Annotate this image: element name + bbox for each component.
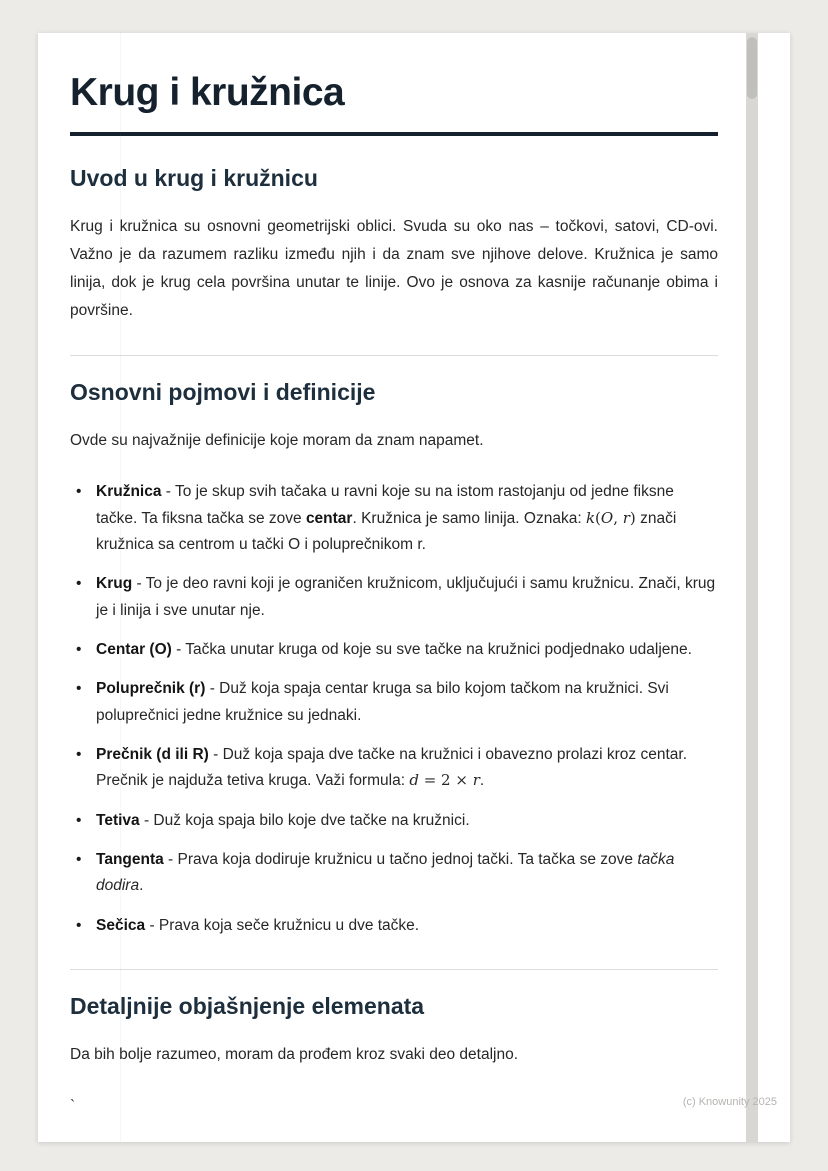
section-heading-uvod: Uvod u krug i kružnicu: [70, 164, 318, 191]
section-detaljnije: [70, 992, 718, 1121]
paragraph-uvod: Krug i kružnica su osnovni geometrijski oblici. Svuda su oko nas – točkovi, satovi, CD-ovi. Važno je da razumem razliku između njih i da znam sve njihove delove. Kružnica je samo linija, dok je krug cela površina unutar te linije. Ovo je osnova za kasnije računanje obima i površine.: [70, 217, 718, 320]
definition-item: [70, 808, 718, 834]
document-page: [38, 33, 790, 1142]
section-heading-pojmovi: Osnovni pojmovi i definicije: [70, 379, 376, 406]
definition-segment: - Tačka unutar kruga od koje su sve tačke na kružnici podjednako udaljene.: [171, 641, 692, 659]
section-heading-detaljnije: Detaljnije objašnjenje elemenata: [70, 993, 425, 1020]
definition-item: [70, 742, 718, 795]
paragraph-pojmovi-intro: Ovde su najvažnije definicije koje moram da znam napamet.: [70, 432, 484, 450]
definition-segment: Sečica: [96, 916, 146, 934]
definition-segment: Prečnik (d ili R): [96, 746, 209, 764]
definition-segment: znači kružnica sa centrom u tački O i poluprečnikom r.: [96, 509, 677, 554]
definition-segment: - Prava koja seče kružnicu u dve tačke.: [145, 916, 420, 934]
definition-segment: - To je skup svih tačaka u ravni koje su na istom rastojanju od jedne fiksne tačke. Ta fiksna tačka se zove: [96, 483, 674, 527]
definition-item: [70, 637, 718, 663]
definition-segment: - Duž koja spaja centar kruga sa bilo kojom tačkom na kružnici. Svi poluprečnici jedne kružnice su jednaki.: [96, 680, 669, 724]
definition-item: [70, 913, 718, 939]
definition-item: [70, 676, 718, 729]
definition-segment: ): [629, 508, 636, 527]
definition-segment: Tangenta: [96, 851, 164, 869]
section-divider-1: [70, 355, 718, 356]
definition-segment: ,: [613, 508, 623, 527]
scrollbar-track[interactable]: [746, 33, 758, 1142]
title-rule: [70, 132, 718, 136]
definition-item: [70, 847, 718, 900]
section-divider-2: [70, 969, 718, 970]
definition-segment: = 2 ×: [418, 771, 473, 790]
definition-item: [70, 479, 718, 558]
definition-segment: - To je deo ravni koji je ograničen kružnicom, uključujući i samu kružnicu. Znači, krug je i linija i sve unutar nje.: [96, 575, 716, 619]
section-uvod: [70, 164, 718, 326]
definition-segment: (: [595, 508, 601, 527]
definition-segment: r: [472, 771, 480, 790]
stray-backtick: `: [70, 1098, 76, 1116]
definition-segment: .: [479, 772, 485, 790]
definition-segment: Kružnica: [96, 483, 162, 501]
definition-segment: Centar (O): [96, 641, 172, 659]
definition-segment: . Kružnica je samo linija. Oznaka:: [352, 509, 586, 527]
scrollbar-thumb[interactable]: [747, 37, 757, 99]
copyright-notice: (c) Knowunity 2025: [682, 1096, 777, 1108]
definition-segment: O: [600, 508, 614, 527]
definition-segment: k: [585, 508, 596, 527]
paragraph-detaljnije: Da bih bolje razumeo, moram da prođem kroz svaki deo detaljno.: [70, 1045, 519, 1063]
definition-segment: centar: [305, 509, 353, 527]
definition-segment: - Prava koja dodiruje kružnicu u tačno jednoj tački. Ta tačka se zove: [163, 851, 638, 869]
definition-segment: d: [409, 771, 419, 790]
definition-segment: .: [139, 877, 144, 895]
definition-segment: Tetiva: [96, 811, 140, 829]
definition-segment: - Duž koja spaja bilo koje dve tačke na kružnici.: [139, 811, 470, 829]
definition-segment: Krug: [96, 575, 133, 593]
definition-segment: Poluprečnik (r): [96, 680, 206, 698]
definition-item: [70, 571, 718, 624]
section-pojmovi: [70, 378, 718, 939]
definition-segment: r: [622, 508, 630, 527]
definition-segment: - Duž koja spaja dve tačke na kružnici i obavezno prolazi kroz centar. Prečnik je najduža tetiva kruga. Važi formula:: [96, 746, 687, 790]
definition-segment: tačka dodira: [96, 851, 675, 895]
definitions-list: [70, 479, 718, 939]
page-title: Krug i kružnica: [70, 71, 345, 114]
